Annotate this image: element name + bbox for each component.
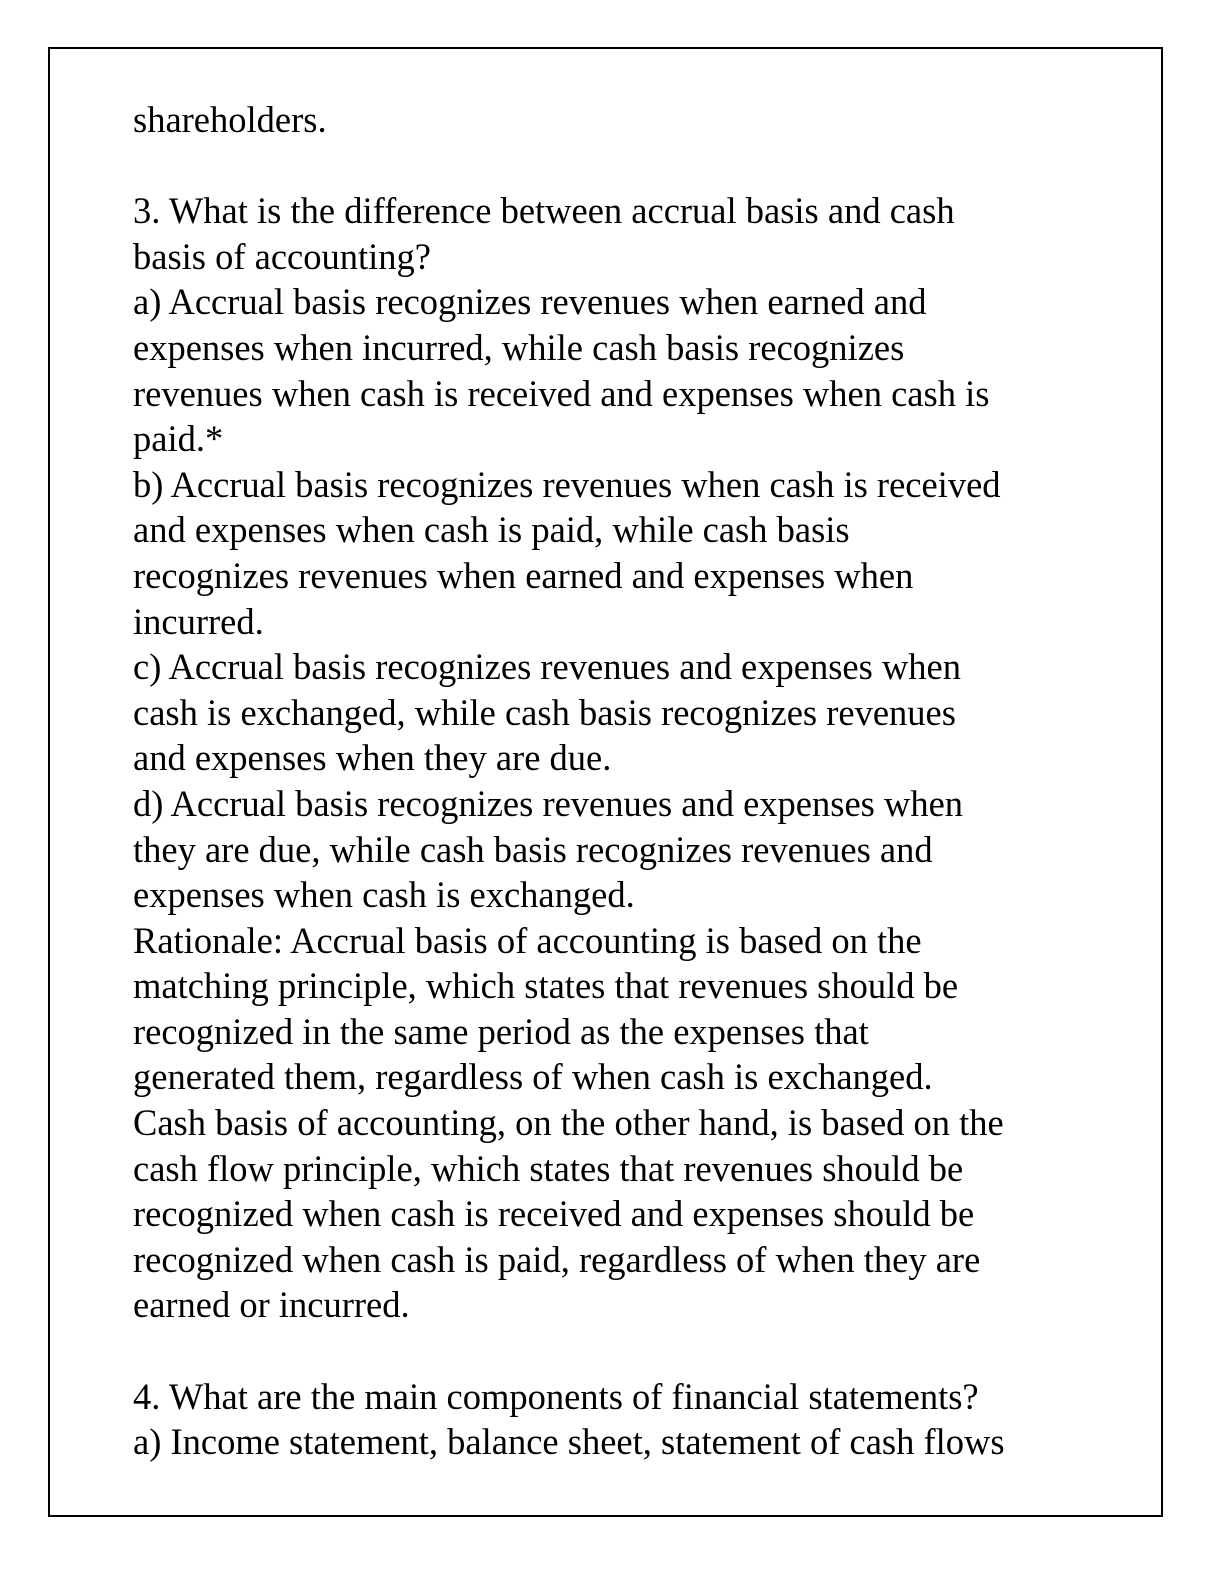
document-body (133, 97, 1143, 1465)
question-4-text: 4. What are the main components of financial statements? (133, 1375, 979, 1417)
question-3-text: basis of accounting? (133, 235, 431, 277)
blank-line (133, 143, 1143, 189)
question-3-rationale: cash flow principle, which states that revenues should be (133, 1147, 964, 1189)
question-3-option-a: expenses when incurred, while cash basis recognizes (133, 326, 905, 368)
question-3-option-b: and expenses when cash is paid, while cash basis (133, 509, 850, 551)
question-3-rationale: Cash basis of accounting, on the other hand, is based on the (133, 1102, 1004, 1144)
question-3-rationale: recognized in the same period as the expenses that (133, 1010, 869, 1052)
question-3-rationale: earned or incurred. (133, 1284, 410, 1326)
question-3-option-d: they are due, while cash basis recognizes revenues and (133, 828, 933, 870)
question-3-option-a: paid.* (133, 418, 224, 460)
question-3-option-b: b) Accrual basis recognizes revenues when cash is received (133, 463, 1001, 505)
question-3-text: 3. What is the difference between accrual basis and cash (133, 190, 955, 232)
question-3-rationale: Rationale: Accrual basis of accounting is based on the (133, 919, 922, 961)
question-3-rationale: generated them, regardless of when cash is exchanged. (133, 1056, 933, 1098)
question-3-option-b: incurred. (133, 600, 264, 642)
question-3-option-a: a) Accrual basis recognizes revenues when earned and (133, 281, 927, 323)
question-3-rationale: recognized when cash is paid, regardless of when they are (133, 1238, 981, 1280)
question-3-rationale: matching principle, which states that revenues should be (133, 965, 959, 1007)
question-3-option-c: c) Accrual basis recognizes revenues and expenses when (133, 646, 962, 688)
question-3-option-b: recognizes revenues when earned and expenses when (133, 554, 914, 596)
question-3-option-d: d) Accrual basis recognizes revenues and expenses when (133, 782, 964, 824)
question-3-rationale: recognized when cash is received and expenses should be (133, 1193, 975, 1235)
question-4-option-a: a) Income statement, balance sheet, statement of cash flows (133, 1421, 1005, 1463)
question-3-option-a: revenues when cash is received and expenses when cash is (133, 372, 990, 414)
question-3-option-d: expenses when cash is exchanged. (133, 874, 635, 916)
question-3-option-c: and expenses when they are due. (133, 737, 612, 779)
blank-line (133, 1328, 1143, 1374)
text-line-continuation: shareholders. (133, 99, 327, 140)
question-3-option-c: cash is exchanged, while cash basis recognizes revenues (133, 691, 956, 733)
